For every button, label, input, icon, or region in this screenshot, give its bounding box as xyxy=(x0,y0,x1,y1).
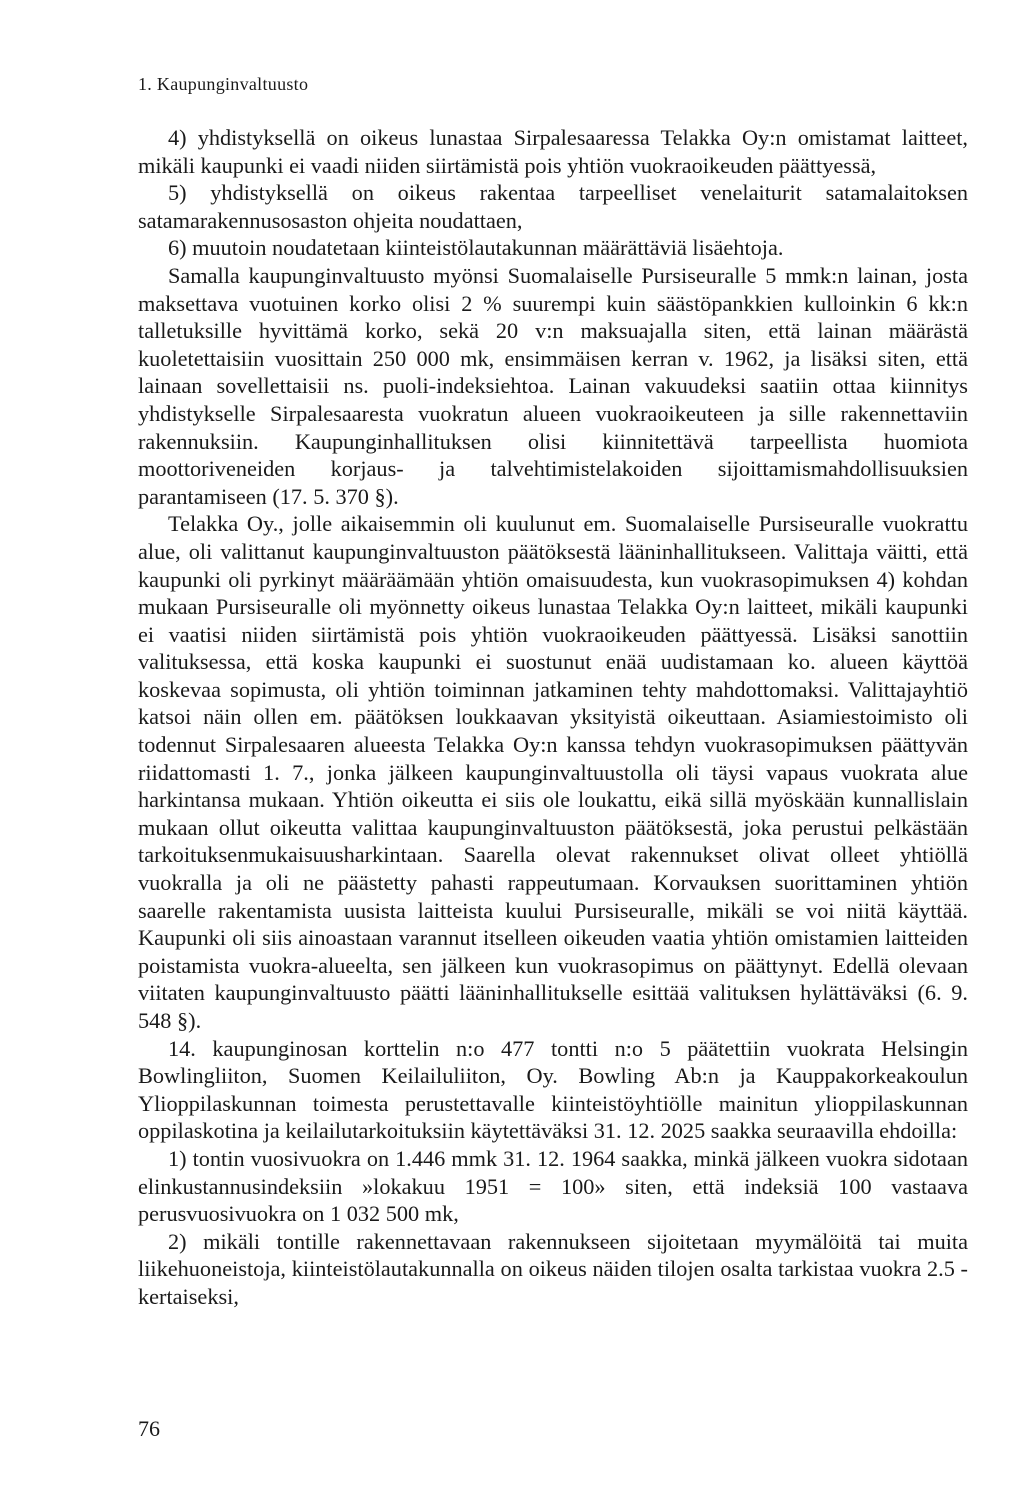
paragraph-condition-2: 2) mikäli tontille rakennettavaan rakennukseen sijoitetaan myymälöitä tai muita liikehuoneistoja, kiinteistölautakunnalla on oikeus näiden tilojen osalta tarkistaa vuokra 2.5 -kertaiseksi, xyxy=(138,1228,968,1309)
paragraph-item-6: 6) muutoin noudatetaan kiinteistölautakunnan määrättäviä lisäehtoja. xyxy=(168,235,784,261)
page-number: 76 xyxy=(138,1416,160,1441)
running-header: 1. Kaupunginvaltuusto xyxy=(138,74,309,94)
paragraph-condition-1: 1) tontin vuosivuokra on 1.446 mmk 31. 12. 1964 saakka, minkä jälkeen vuokra sidotaan elinkustannusindeksiin »lokakuu 1951 = 100» siten, että indeksiä 100 vastaava perusvuosivuokra on 1 032 500 mk, xyxy=(138,1145,968,1227)
paragraph-item-4: 4) yhdistyksellä on oikeus lunastaa Sirpalesaaressa Telakka Oy:n omistamat laitteet, mikäli kaupunki ei vaadi niiden siirtämistä pois yhtiön vuokraoikeuden päättyessä, xyxy=(138,125,968,178)
paragraph-appeal: Telakka Oy., jolle aikaisemmin oli kuulunut em. Suomalaiselle Pursiseuralle vuokrattu alue, oli valittanut kaupunginvaltuuston päätöksestä lääninhallitukseen. Valittaja väitti, että kaupunki oli pyrkinyt määräämään yhtiön omaisuudesta, kun vuokrasopimuksen 4) kohdan mukaan Pursiseuralle oli myönnetty oikeus lunastaa Telakka Oy:n laitteet, mikäli kaupunki ei vaatisi niiden siirtämistä pois yhtiön vuokraoikeuden päättyessä. Lisäksi sanottiin valituksessa, että koska kaupunki ei suostunut enää uudistamaan ko. alueen käyttöä koskevaa sopimusta, oli yhtiön toiminnan jatkaminen tehty mahdottomaksi. Valittajayhtiö katsoi näin ollen em. päätöksen loukkaavan yksityistä oikeuttaan. Asiamiestoimisto oli todennut Sirpalesaaren alueesta Telakka Oy:n kanssa tehdyn vuokrasopimuksen päättyvän riidattomasti 1. 7., jonka jälkeen kaupunginvaltuustolla oli täysi vapaus vuokrata alue harkintansa mukaan. Yhtiön oikeutta ei siis ole loukattu, eikä sillä myöskään kunnallislain mukaan ollut oikeutta valittaa kaupunginvaltuuston päätöksestä, joka perustui pelkästään tarkoituksenmukaisuusharkintaan. Saarella olevat rakennukset olivat olleet yhtiöllä vuokralla ja oli ne päästetty pahasti rappeutumaan. Korvauksen suorittaminen yhtiön saarelle rakentamista uusista laitteista kuului Pursiseuralle, mikäli se voi niitä käyttää. Kaupunki oli siis ainoastaan varannut itselleen oikeuden vaatia yhtiön omistamien laitteiden poistamista vuokra-alueelta, sen jälkeen kun vuokrasopimus on päättynyt. Edellä olevaan viitaten kaupunginvaltuusto päätti lääninhallitukselle esittää valituksen hylättäväksi (6. 9. 548 §). xyxy=(138,511,968,1033)
body-text xyxy=(138,124,968,1311)
paragraph-lease-plot: 14. kaupunginosan korttelin n:o 477 tontti n:o 5 päätettiin vuokrata Helsingin Bowlingliiton, Suomen Keilailuliiton, Oy. Bowling Ab:n ja Kauppakorkeakoulun Ylioppilaskunnan toimesta perustettavalle kiinteistöyhtiölle mainitun ylioppilaskunnan oppilaskotina ja keilailutarkoituksiin käytettäväksi 31. 12. 2025 saakka seuraavilla ehdoilla: xyxy=(138,1035,968,1144)
paragraph-item-5: 5) yhdistyksellä on oikeus rakentaa tarpeelliset venelaiturit satamalaitoksen satamarakennusosaston ohjeita noudattaen, xyxy=(138,180,968,233)
paragraph-loan: Samalla kaupunginvaltuusto myönsi Suomalaiselle Pursiseuralle 5 mmk:n lainan, josta maksettava vuotuinen korko olisi 2 % suurempi kuin säästöpankkien kulloinkin 6 kk:n talletuksille hyvittämä korko, sekä 20 v:n maksuajalla siten, että lainan määrästä kuoletettaisiin vuosittain 250 000 mk, ensimmäisen kerran v. 1962, ja lisäksi siten, että lainaan sovellettaisii ns. puoli-indeksiehtoa. Lainan vakuudeksi saatiin ottaa kiinnitys yhdistykselle Sirpalesaaresta vuokratun alueen vuokraoikeuteen ja sille rakennettaviin rakennuksiin. Kaupunginhallituksen olisi kiinnitettävä tarpeellista huomiota moottoriveneiden korjaus- ja talvehtimistelakoiden sijoittamismahdollisuuksien parantamiseen (17. 5. 370 §). xyxy=(138,262,968,509)
